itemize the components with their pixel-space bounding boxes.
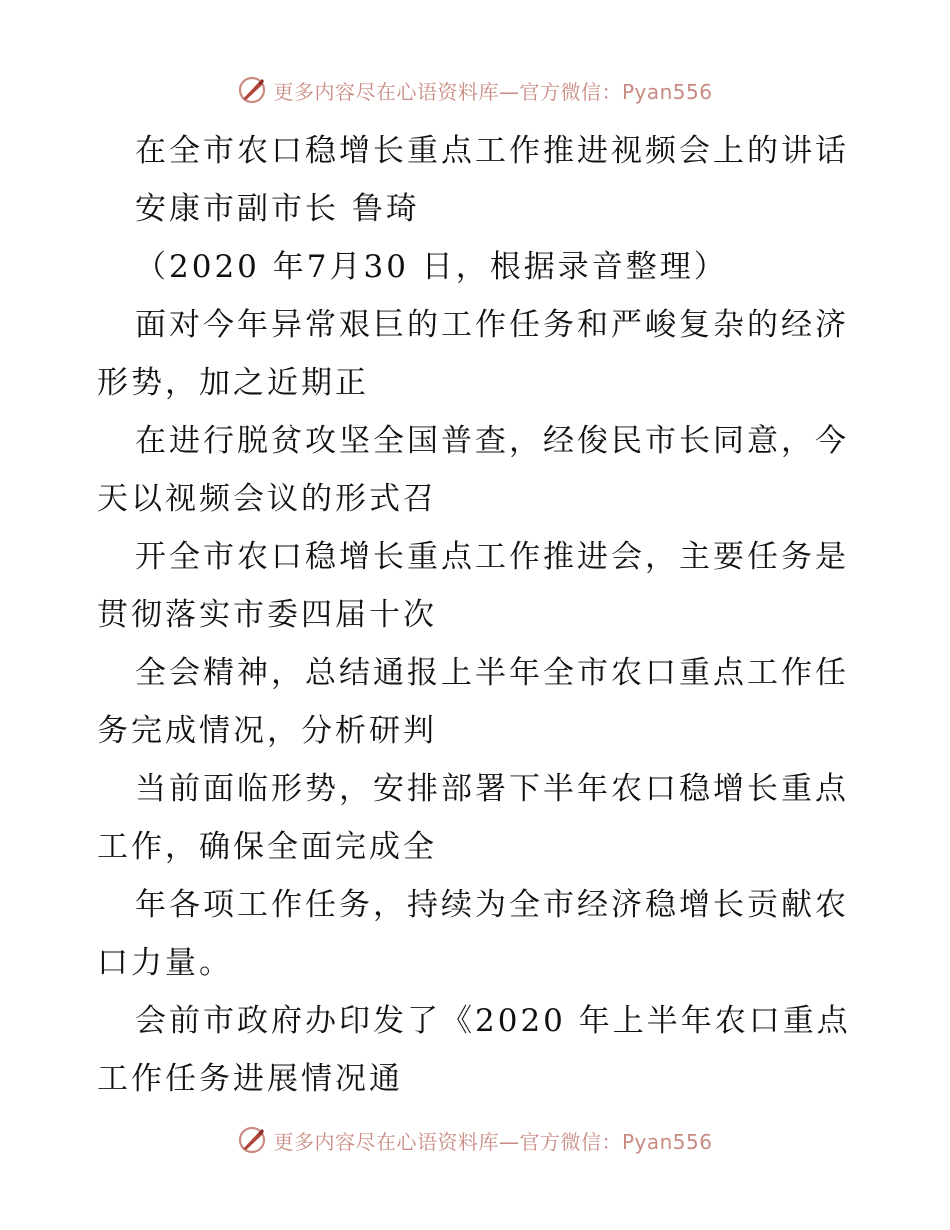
document-title: 在全市农口稳增长重点工作推进视频会上的讲话 [135,133,849,169]
paragraph-line: 工作任务进展情况通 [97,1061,403,1097]
paragraph-line: 形势，加之近期正 [97,365,369,401]
document-body [97,122,857,1108]
paragraph-line: 工作，确保全面完成全 [97,829,437,865]
paragraph-line: 务完成情况，分析研判 [97,713,437,749]
paragraph-line: 当前面临形势，安排部署下半年农口稳增长重点 [135,771,849,807]
paragraph-line: 会前市政府办印发了《2020 年上半年农口重点 [135,1003,851,1039]
quill-pen-logo-icon [237,75,267,105]
header-watermark-text: 更多内容尽在心语资料库—官方微信：Pyan556 [273,79,713,104]
paragraph-line: 贯彻落实市委四届十次 [97,597,437,633]
paragraph-line: 开全市农口稳增长重点工作推进会，主要任务是 [135,539,849,575]
paragraph-line: 口力量。 [97,945,233,981]
paragraph-line: 在进行脱贫攻坚全国普查，经俊民市长同意，今 [135,423,849,459]
footer-watermark-text: 更多内容尽在心语资料库—官方微信：Pyan556 [273,1129,713,1154]
paragraph-line: 面对今年异常艰巨的工作任务和严峻复杂的经济 [135,307,849,343]
footer-watermark-banner [0,1120,950,1160]
paragraph-line: 天以视频会议的形式召 [97,481,437,517]
paragraph-line: 年各项工作任务，持续为全市经济稳增长贡献农 [135,887,849,923]
speaker-line: 安康市副市长 鲁琦 [135,191,420,227]
paragraph-line: 全会精神，总结通报上半年全市农口重点工作任 [135,655,849,691]
header-watermark-banner [0,70,950,110]
date-note: （2020 年7月30 日，根据录音整理） [135,249,728,285]
quill-pen-logo-icon [237,1125,267,1155]
